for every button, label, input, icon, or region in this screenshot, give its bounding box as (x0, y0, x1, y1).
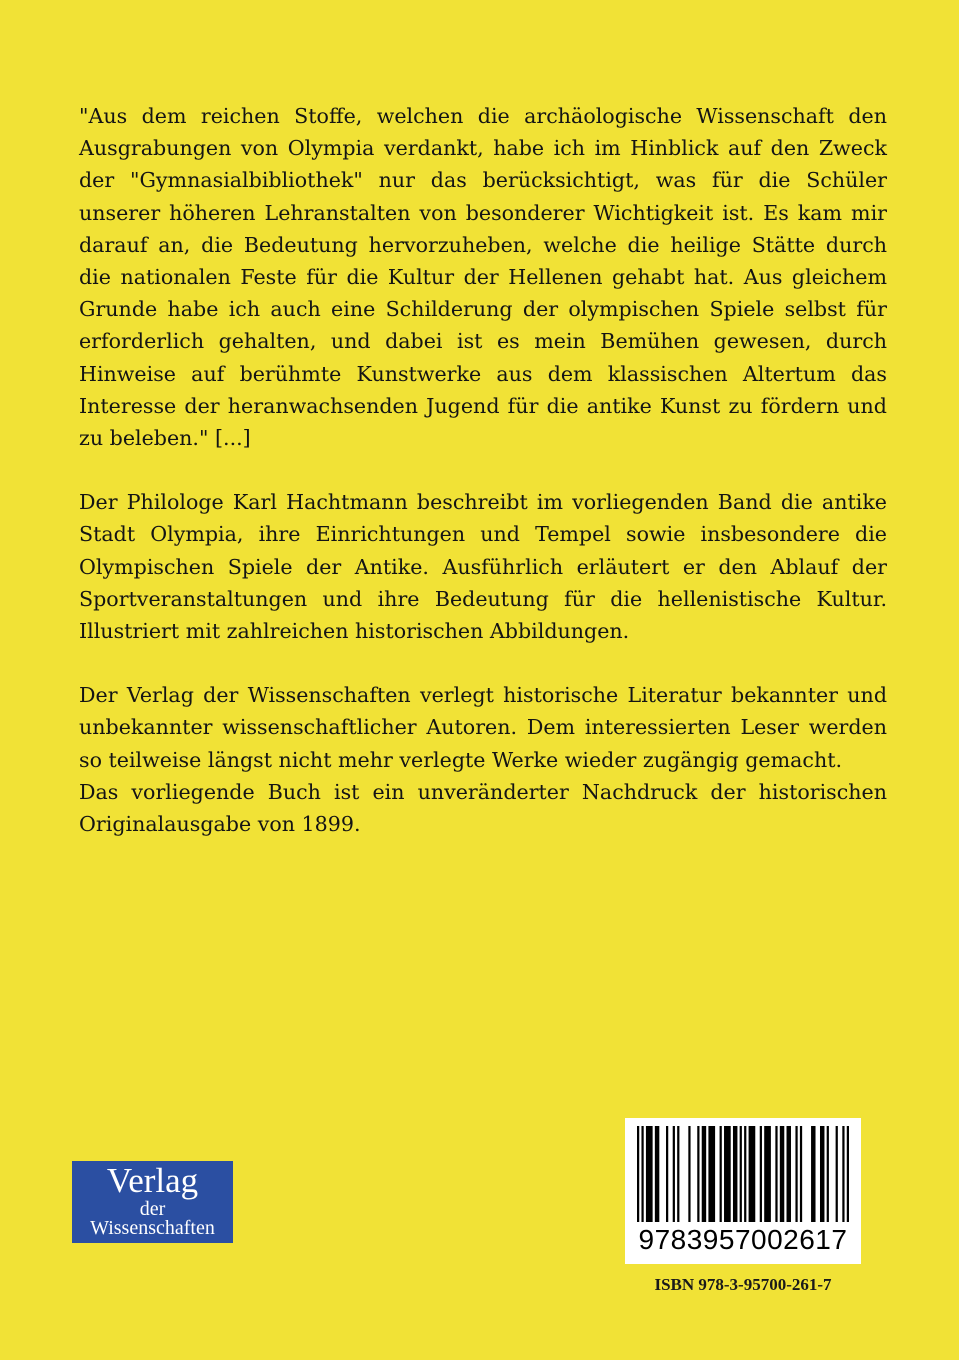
barcode-bar (820, 1126, 824, 1222)
barcode-digits: 9783957002617 (638, 1224, 848, 1255)
barcode-bar (847, 1126, 849, 1222)
publisher-paragraph: Der Verlag der Wissenschaften verlegt historische Literatur bekannter und unbekannter wissenschaftlicher Autoren. Dem interessierten Leser werden so teilweise längst nicht mehr verlegte Werke wieder zugängig gemacht. (79, 683, 887, 772)
barcode-bar (688, 1126, 690, 1222)
barcode-bar (666, 1126, 668, 1222)
barcode-bar (702, 1126, 706, 1222)
paragraph-gap (79, 647, 887, 679)
paragraph-gap (79, 454, 887, 486)
description-paragraph: Der Philologe Karl Hachtmann beschreibt im vorliegenden Band die antike Stadt Olympia, ihre Einrichtungen und Tempel sowie insbesondere die Olympischen Spiele der Antike. Ausführlich erläutert er den Ablauf der Sportveranstaltungen und ihre Bedeutung für die hellenistische Kultur. Illustriert mit zahlreichen historischen Abbildungen. (79, 490, 887, 644)
barcode-bar (795, 1126, 797, 1222)
barcode-bar (836, 1126, 838, 1222)
barcode-bar (842, 1126, 844, 1222)
barcode-bar (811, 1126, 815, 1222)
publisher-logo-line-3: Wissenschaften (90, 1217, 215, 1239)
barcode-bar (740, 1126, 742, 1222)
isbn-label: ISBN 978-3-95700-261-7 (654, 1275, 832, 1294)
barcode-bar (724, 1126, 731, 1222)
barcode-bar (749, 1126, 756, 1222)
barcode-bar (708, 1126, 715, 1222)
barcode-bar (760, 1126, 762, 1222)
barcode-bar (764, 1126, 771, 1222)
back-cover-blurb (79, 100, 887, 840)
barcode-bar (780, 1126, 784, 1222)
reprint-note-paragraph: Das vorliegende Buch ist ein unveränderter Nachdruck der historischen Originalausgabe von 1899. (79, 779, 887, 837)
barcode-bar (655, 1126, 659, 1222)
barcode (625, 1118, 861, 1264)
publisher-logo (72, 1161, 233, 1243)
barcode-bar (697, 1126, 699, 1222)
barcode-bar (720, 1126, 722, 1222)
barcode-bar (800, 1126, 802, 1222)
barcode-bars (637, 1126, 849, 1222)
barcode-bar (646, 1126, 653, 1222)
barcode-bar (641, 1126, 643, 1222)
publisher-logo-line-2: der (139, 1198, 166, 1220)
barcode-bar (787, 1126, 791, 1222)
publisher-logo-line-1: Verlag (106, 1161, 199, 1200)
barcode-bar (827, 1126, 829, 1222)
barcode-bar (744, 1126, 746, 1222)
quote-paragraph: "Aus dem reichen Stoffe, welchen die archäologische Wissenschaft den Ausgrabungen von Olympia verdankt, habe ich im Hinblick auf den Zweck der "Gymnasialbibliothek" nur das berücksichtigt, was für die Schüler unserer höheren Lehranstalten von besonderer Wichtigkeit ist. Es kam mir darauf an, die Bedeutung hervorzuheben, welche die heilige Stätte durch die nationalen Feste für die Kultur der Hellenen gehabt hat. Aus gleichem Grunde habe ich auch eine Schilderung der olympischen Spiele selbst für erforderlich gehalten, und dabei ist es mein Bemühen gewesen, durch Hinweise auf berühmte Kunstwerke aus dem klassischen Altertum das Interesse der heranwachsenden Jugend für die antike Kunst zu fördern und zu beleben." [...] (79, 104, 887, 451)
barcode-bar (733, 1126, 737, 1222)
barcode-bar (677, 1126, 679, 1222)
barcode-bar (673, 1126, 675, 1222)
barcode-bar (775, 1126, 777, 1222)
barcode-bar (637, 1126, 639, 1222)
